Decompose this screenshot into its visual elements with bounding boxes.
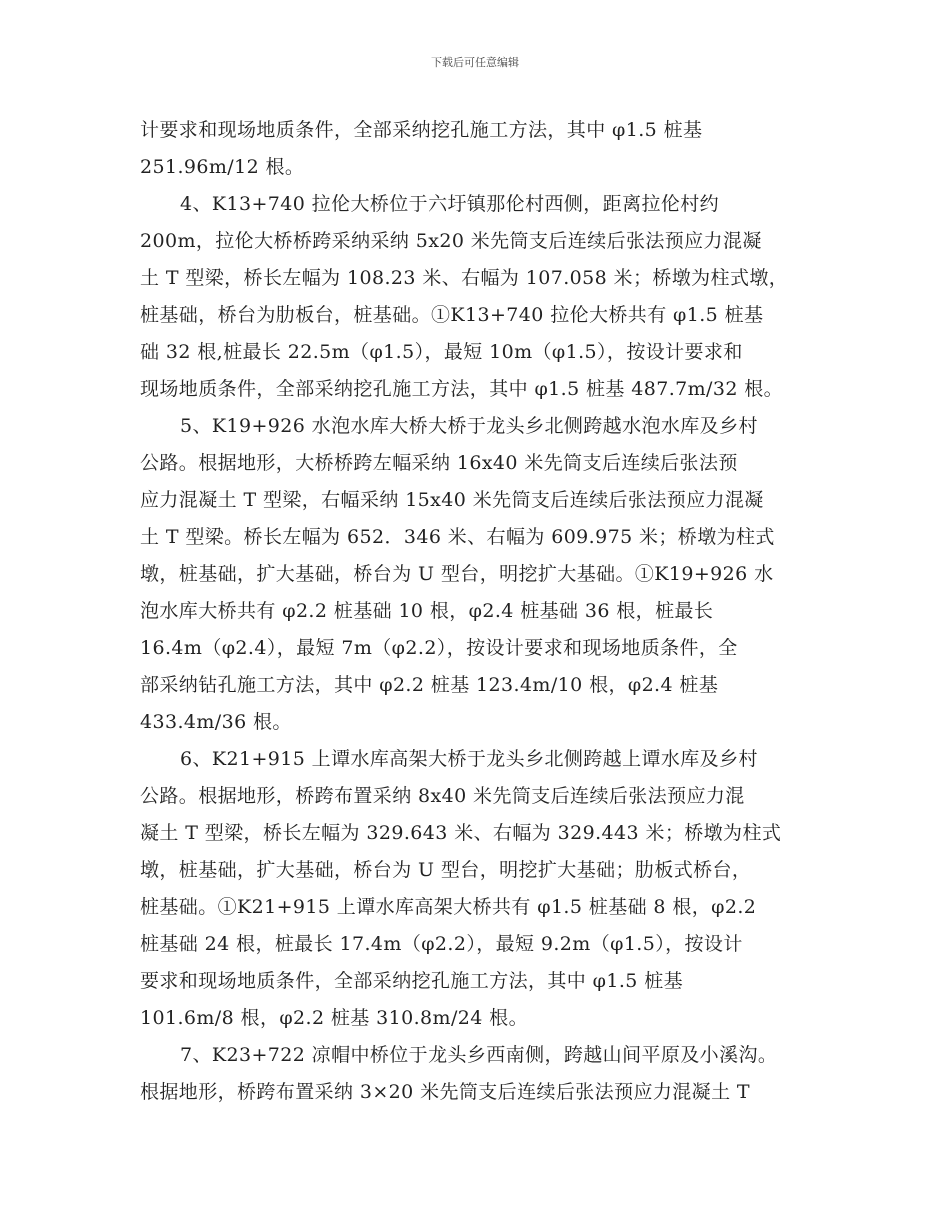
- paragraph-start-line: 4、K13+740 拉伦大桥位于六圩镇那伦村西侧，距离拉伦村约: [180, 193, 720, 215]
- text-line: 200m，拉伦大桥桥跨采纳采纳 5x20 米先筒支后连续后张法预应力混凝: [140, 230, 762, 252]
- text-line: 础 32 根,桩最长 22.5m（φ1.5），最短 10m（φ1.5），按设计要求和: [140, 341, 743, 363]
- text-line: 16.4m（φ2.4），最短 7m（φ2.2），按设计要求和现场地质条件，全: [140, 637, 738, 659]
- paragraph-start-line: 7、K23+722 凉帽中桥位于龙头乡西南侧，跨越山间平原及小溪沟。: [180, 1044, 778, 1066]
- document-body: [140, 112, 820, 1111]
- text-line: 433.4m/36 根。: [140, 711, 292, 733]
- text-line: 251.96m/12 根。: [140, 156, 305, 178]
- text-line: 桩基础，桥台为肋板台，桩基础。①K13+740 拉伦大桥共有 φ1.5 桩基: [140, 304, 764, 326]
- text-line: 桩基础。①K21+915 上谭水库高架大桥共有 φ1.5 桩基础 8 根，φ2.2: [140, 896, 757, 918]
- text-line: 公路。根据地形，桥跨布置采纳 8x40 米先筒支后连续后张法预应力混: [140, 785, 745, 807]
- page-header: 下载后可任意编辑: [431, 56, 519, 69]
- text-line: 应力混凝土 T 型梁，右幅采纳 15x40 米先筒支后连续后张法预应力混凝: [140, 489, 764, 511]
- text-line: 墩，桩基础，扩大基础，桥台为 U 型台，明挖扩大基础；肋板式桥台，: [140, 859, 752, 881]
- text-line: 根据地形，桥跨布置采纳 3×20 米先筒支后连续后张法预应力混凝土 T: [140, 1081, 750, 1103]
- text-line: 土 T 型梁。桥长左幅为 652．346 米、右幅为 609.975 米；桥墩为柱式: [140, 526, 775, 548]
- text-line: 公路。根据地形，大桥桥跨左幅采纳 16x40 米先筒支后连续后张法预: [140, 452, 738, 474]
- paragraph-start-line: 5、K19+926 水泡水库大桥大桥于龙头乡北侧跨越水泡水库及乡村: [180, 415, 758, 437]
- text-line: 土 T 型梁，桥长左幅为 108.23 米、右幅为 107.058 米；桥墩为柱式墩，: [140, 267, 789, 289]
- text-line: 桩基础 24 根，桩最长 17.4m（φ2.2），最短 9.2m（φ1.5），按设计: [140, 933, 743, 955]
- text-line: 部采纳钻孔施工方法，其中 φ2.2 桩基 123.4m/10 根，φ2.4 桩基: [140, 674, 719, 696]
- text-line: 凝土 T 型梁，桥长左幅为 329.643 米、右幅为 329.443 米；桥墩为柱式: [140, 822, 782, 844]
- text-line: 泡水库大桥共有 φ2.2 桩基础 10 根，φ2.4 桩基础 36 根，桩最长: [140, 600, 714, 622]
- text-line: 现场地质条件，全部采纳挖孔施工方法，其中 φ1.5 桩基 487.7m/32 根。: [140, 378, 784, 400]
- text-line: 计要求和现场地质条件，全部采纳挖孔施工方法，其中 φ1.5 桩基: [140, 119, 703, 141]
- text-line: 要求和现场地质条件，全部采纳挖孔施工方法，其中 φ1.5 桩基: [140, 970, 684, 992]
- text-line: 101.6m/8 根，φ2.2 桩基 310.8m/24 根。: [140, 1007, 528, 1029]
- text-line: 墩，桩基础，扩大基础，桥台为 U 型台，明挖扩大基础。①K19+926 水: [140, 563, 774, 585]
- paragraph-start-line: 6、K21+915 上谭水库高架大桥于龙头乡北侧跨越上谭水库及乡村: [180, 748, 758, 770]
